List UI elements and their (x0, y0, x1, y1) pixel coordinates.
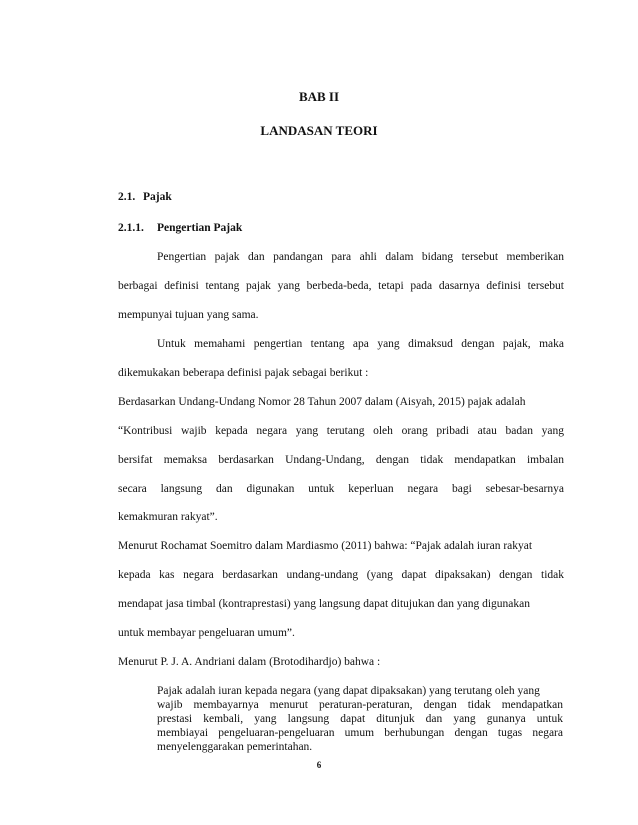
paragraph-line: mempunyai tujuan yang sama. (118, 309, 259, 321)
paragraph-line: dikemukakan beberapa definisi pajak sebagai berikut : (118, 367, 369, 379)
paragraph-line: kemakmuran rakyat”. (118, 511, 218, 523)
blockquote-line: Pajak adalah iuran kepada negara (yang dapat dipaksakan) yang terutang oleh yang (157, 685, 540, 697)
paragraph-line: Untuk memahami pengertian tentang apa yang dimaksud dengan pajak, maka (157, 338, 564, 350)
paragraph-line: kepada kas negara berdasarkan undang-undang (yang dapat dipaksakan) dengan tidak (118, 569, 564, 581)
paragraph-line: bersifat memaksa berdasarkan Undang-Undang, dengan tidak mendapatkan imbalan (118, 454, 564, 466)
chapter-title: LANDASAN TEORI (260, 123, 378, 138)
paragraph-line: Menurut Rochamat Soemitro dalam Mardiasmo (2011) bahwa: “Pajak adalah iuran rakyat (118, 540, 533, 552)
paragraph-line: berbagai definisi tentang pajak yang berbeda-beda, tetapi pada dasarnya definisi tersebut (118, 280, 564, 292)
blockquote-line: membiayai pengeluaran-pengeluaran umum berhubungan dengan tugas negara (157, 727, 563, 739)
subsection-title: Pengertian Pajak (157, 222, 243, 234)
paragraph-line: Menurut P. J. A. Andriani dalam (Brotodihardjo) bahwa : (118, 656, 381, 668)
page-number: 6 (316, 760, 322, 770)
chapter-number: BAB II (298, 89, 340, 104)
blockquote-line: wajib membayarnya menurut peraturan-peraturan, dengan tidak mendapatkan (157, 699, 563, 711)
paragraph-line: “Kontribusi wajib kepada negara yang terutang oleh orang pribadi atau badan yang (118, 425, 564, 437)
section-title: Pajak (143, 191, 172, 203)
blockquote-line: menyelenggarakan pemerintahan. (157, 741, 313, 753)
blockquote-line: prestasi kembali, yang langsung dapat ditunjuk dan yang gunanya untuk (157, 713, 563, 725)
subsection-number: 2.1.1. (118, 222, 144, 234)
paragraph-line: Berdasarkan Undang-Undang Nomor 28 Tahun 2007 dalam (Aisyah, 2015) pajak adalah (118, 396, 526, 408)
paragraph-line: untuk membayar pengeluaran umum”. (118, 627, 295, 639)
paragraph-line: secara langsung dan digunakan untuk keperluan negara bagi sebesar-besarnya (118, 483, 564, 495)
paragraph-line: mendapat jasa timbal (kontraprestasi) yang langsung dapat ditujukan dan yang digunakan (118, 598, 530, 610)
section-number: 2.1. (118, 191, 136, 203)
paragraph-line: Pengertian pajak dan pandangan para ahli dalam bidang tersebut memberikan (157, 251, 564, 263)
